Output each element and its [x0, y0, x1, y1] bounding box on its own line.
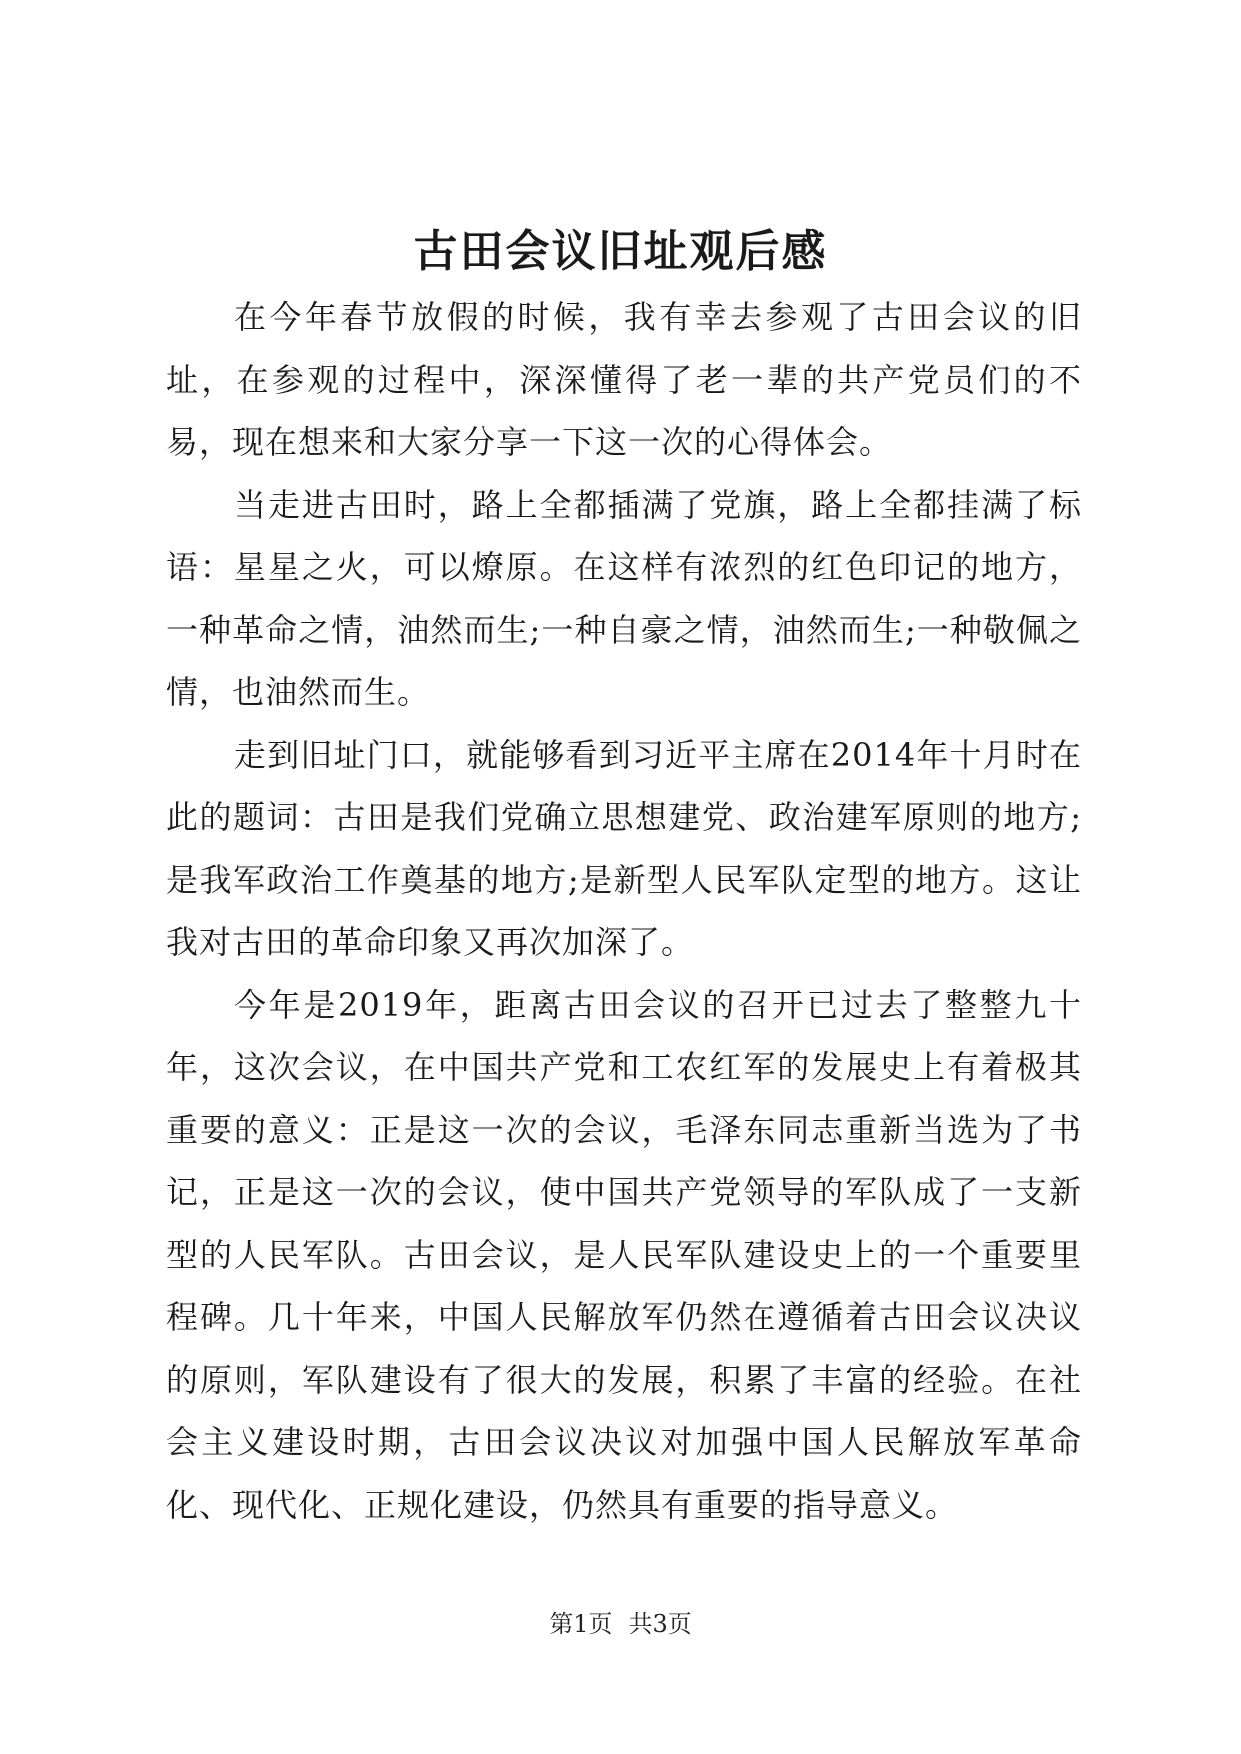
document-title: 古田会议旧址观后感	[413, 226, 828, 277]
page-number: 第1页	[549, 1610, 613, 1638]
paragraph-2: 当走进古田时，路上全都插满了党旗，路上全都挂满了标语：星星之火，可以燎原。在这样有浓烈的红色印记的地方，一种革命之情，油然而生;一种自豪之情，油然而生;一种敬佩之情，也油然而生。	[166, 485, 1082, 711]
page-total: 共3页	[628, 1610, 692, 1638]
page-footer	[0, 1608, 1241, 1640]
paragraph-3: 走到旧址门口，就能够看到习近平主席在2014年十月时在此的题词：古田是我们党确立思想建党、政治建军原则的地方;是我军政治工作奠基的地方;是新型人民军队定型的地方。这让我对古田的革命印象又再次加深了。	[166, 735, 1082, 961]
paragraph-1: 在今年春节放假的时候，我有幸去参观了古田会议的旧址，在参观的过程中，深深懂得了老一辈的共产党员们的不易，现在想来和大家分享一下这一次的心得体会。	[166, 298, 1082, 461]
document-body	[166, 286, 1082, 1536]
paragraph-4: 今年是2019年，距离古田会议的召开已过去了整整九十年，这次会议，在中国共产党和工农红军的发展史上有着极其重要的意义：正是这一次的会议，毛泽东同志重新当选为了书记，正是这一次的会议，使中国共产党领导的军队成了一支新型的人民军队。古田会议，是人民军队建设史上的一个重要里程碑。几十年来，中国人民解放军仍然在遵循着古田会议决议的原则，军队建设有了很大的发展，积累了丰富的经验。在社会主义建设时期，古田会议决议对加强中国人民解放军革命化、现代化、正规化建设，仍然具有重要的指导意义。	[166, 985, 1082, 1524]
